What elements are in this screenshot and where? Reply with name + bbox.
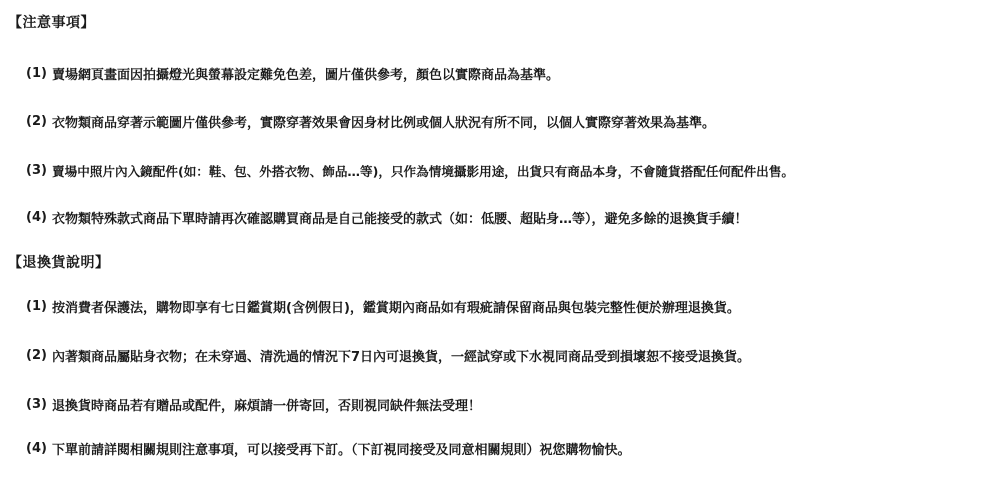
item-number: (2) bbox=[26, 348, 47, 363]
item-number: (3) bbox=[26, 397, 47, 412]
item-number: (4) bbox=[26, 441, 47, 456]
item-text: 按消費者保護法，購物即享有七日鑑賞期(含例假日)，鑑賞期內商品如有瑕疵請保留商品與包裝完整性便於辦理退換貨。 bbox=[52, 301, 740, 316]
item-text: 衣物類商品穿著示範圖片僅供參考，實際穿著效果會因身材比例或個人狀況有所不同，以個人實際穿著效果為基準。 bbox=[52, 116, 716, 131]
item-text: 賣場中照片內入鏡配件(如：鞋、包、外搭衣物、飾品…等)，只作為情境攝影用途，出貨只有商品本身，不會隨貨搭配任何配件出售。 bbox=[52, 164, 794, 179]
item-text: 內著類商品屬貼身衣物；在未穿過、清洗過的情況下7日內可退換貨，一經試穿或下水視同商品受到損壞恕不接受退換貨。 bbox=[52, 350, 751, 365]
notice-item bbox=[26, 64, 559, 83]
returns-item bbox=[26, 346, 750, 365]
item-number: (4) bbox=[26, 210, 47, 225]
item-text: 賣場網頁畫面因拍攝燈光與螢幕設定難免色差，圖片僅供參考，顏色以實際商品為基準。 bbox=[52, 68, 560, 83]
item-number: (2) bbox=[26, 114, 47, 129]
item-text: 下單前請詳閱相關規則注意事項，可以接受再下訂。（下訂視同接受及同意相關規則）祝您購物愉快。 bbox=[52, 443, 631, 458]
item-text: 退換貨時商品若有贈品或配件，麻煩請一併寄回，否則視同缺件無法受理！ bbox=[52, 399, 482, 414]
item-number: (1) bbox=[26, 299, 47, 314]
item-number: (3) bbox=[26, 163, 47, 178]
notice-heading: 【注意事項】 bbox=[8, 15, 95, 31]
item-text: 衣物類特殊款式商品下單時請再次確認購買商品是自己能接受的款式（如：低腰、超貼身…等），避免多餘的退換貨手續！ bbox=[52, 212, 748, 227]
notice-item bbox=[26, 208, 748, 227]
notice-item bbox=[26, 112, 715, 131]
returns-heading: 【退換貨說明】 bbox=[8, 255, 110, 271]
notice-item bbox=[26, 161, 794, 180]
returns-item bbox=[26, 395, 481, 414]
returns-item bbox=[26, 297, 740, 316]
returns-item bbox=[26, 439, 631, 458]
item-number: (1) bbox=[26, 66, 47, 81]
